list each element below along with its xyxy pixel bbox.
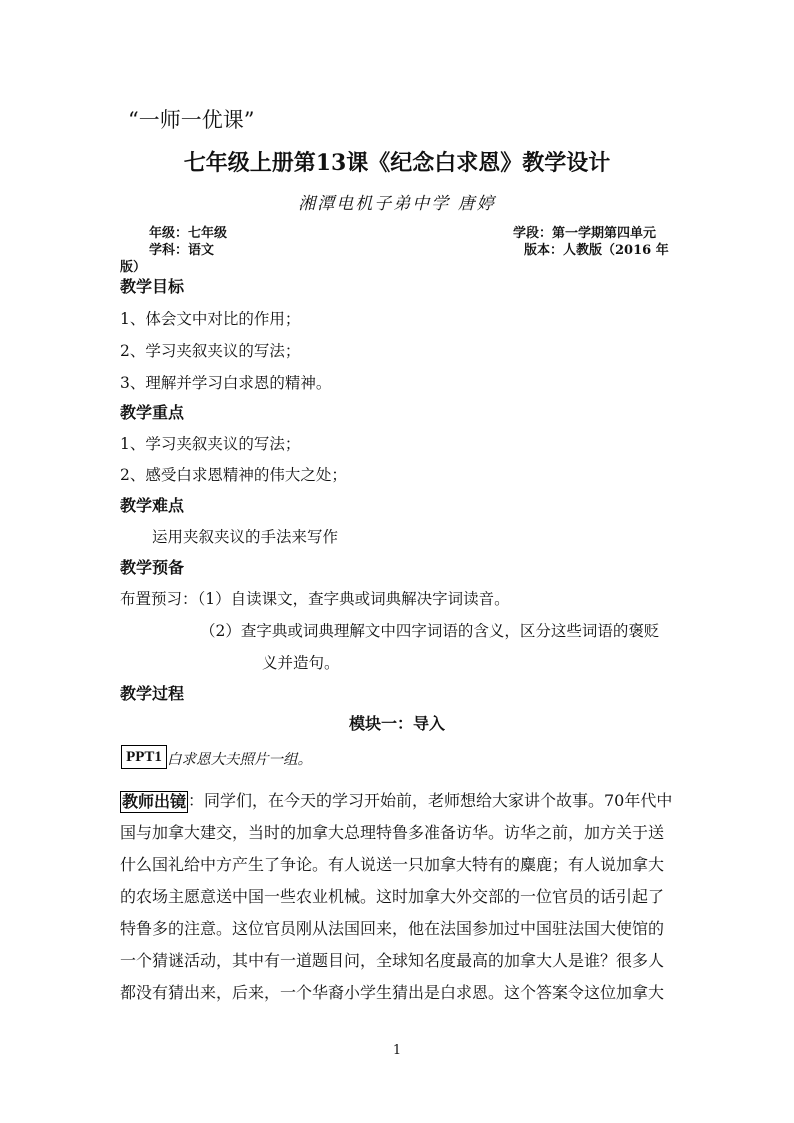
paragraph-line: ：同学们，在今天的学习开始前，老师想给大家讲个故事。70年代中: [188, 791, 673, 810]
heading-difficulties: 教学难点: [120, 496, 185, 515]
paragraph-line: 什么国礼给中方产生了争论。有人说送一只加拿大特有的麋鹿；有人说加拿大: [120, 855, 665, 874]
heading-key-points: 教学重点: [120, 403, 185, 422]
module-title: 模块一：导入: [348, 714, 445, 733]
difficulty-item: 运用夹叙夹议的手法来写作: [152, 528, 339, 546]
document-title: 七年级上册第13课《纪念白求恩》教学设计: [183, 150, 611, 176]
teacher-paragraph: [120, 785, 680, 1009]
paragraph-line: 的农场主愿意送中国一些农业机械。这时加拿大外交部的一位官员的话引起了: [120, 887, 665, 906]
heading-preparation: 教学预备: [120, 558, 185, 577]
meta-edition: 版本：人教版（2016 年: [524, 243, 669, 258]
preparation-line: 义并造句。: [262, 654, 340, 672]
heading-process: 教学过程: [120, 684, 185, 703]
goal-item: 3、理解并学习白求恩的精神。: [120, 374, 332, 392]
heading-goals: 教学目标: [120, 277, 185, 296]
paragraph-line: 都没有猜出来，后来，一个华裔小学生猜出是白求恩。这个答案令这位加拿大: [120, 983, 665, 1002]
series-title: “一师一优课”: [128, 108, 255, 132]
ppt-label: PPT1: [121, 745, 167, 769]
meta-edition-cont: 版）: [120, 260, 147, 275]
teacher-label: 教师出镜: [122, 792, 187, 811]
page-number: 1: [392, 1043, 402, 1058]
paragraph-line: 一个猜谜活动，其中有一道题目问，全球知名度最高的加拿大人是谁？很多人: [120, 951, 665, 970]
preparation-line: （2）查字典或词典理解文中四字词语的含义，区分这些词语的褒贬: [200, 622, 660, 640]
goal-item: 2、学习夹叙夹议的写法；: [120, 342, 301, 360]
key-point-item: 1、学习夹叙夹议的写法；: [120, 435, 301, 453]
key-point-item: 2、感受白求恩精神的伟大之处；: [120, 466, 347, 484]
ppt-description: 白求恩大夫照片一组。: [167, 752, 312, 768]
preparation-line: 布置预习：（1）自读课文，查字典或词典解决字词读音。: [120, 590, 510, 608]
meta-stage: 学段：第一学期第四单元: [513, 226, 657, 241]
meta-grade: 年级：七年级: [149, 226, 228, 241]
author-line: 湘潭电机子弟中学 唐婷: [298, 194, 496, 214]
paragraph-line: 特鲁多的注意。这位官员刚从法国回来，他在法国参加过中国驻法国大使馆的: [120, 919, 665, 938]
goal-item: 1、体会文中对比的作用；: [120, 310, 301, 328]
meta-subject: 学科：语文: [149, 243, 215, 258]
paragraph-line: 国与加拿大建交，当时的加拿大总理特鲁多准备访华。访华之前，加方关于送: [120, 823, 665, 842]
